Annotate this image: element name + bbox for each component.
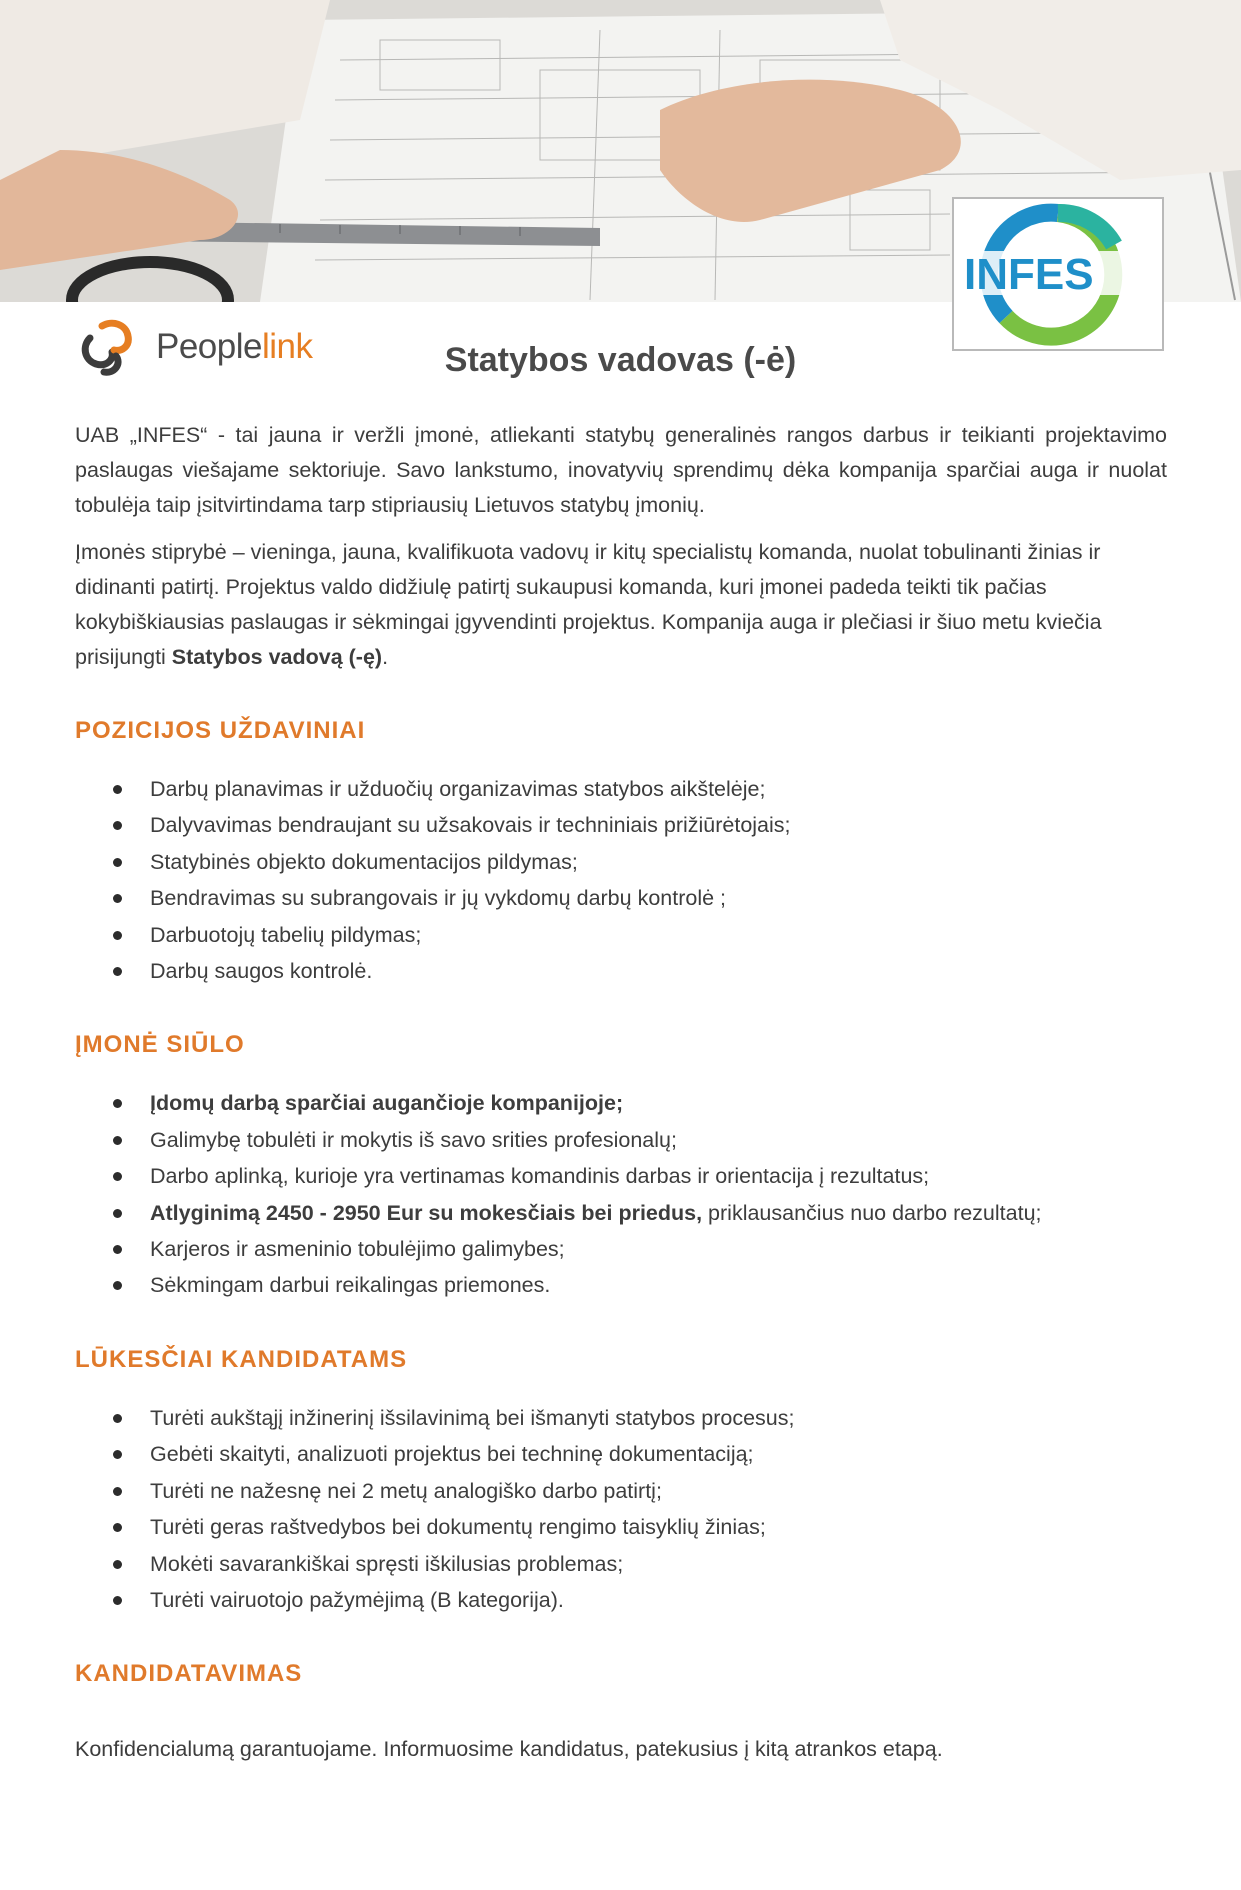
list-item — [75, 807, 1167, 843]
list-item — [75, 771, 1167, 807]
list-item-text: Sėkmingam darbui reikalingas priemones. — [150, 1273, 551, 1298]
list-item-text: Galimybę tobulėti ir mokytis iš savo srities profesionalų; — [150, 1127, 677, 1152]
list-item — [75, 1436, 1167, 1472]
bullet-icon — [113, 1596, 122, 1605]
bullet-icon — [113, 1281, 122, 1290]
intro-paragraph-2 — [75, 535, 1167, 675]
list-item-text: Turėti vairuotojo pažymėjimą (B kategorija). — [150, 1587, 564, 1612]
list-item — [75, 1509, 1167, 1545]
bullet-icon — [113, 1450, 122, 1459]
page-title: Statybos vadovas (-ė) — [444, 341, 797, 379]
list-item — [75, 880, 1167, 916]
expectations-list — [75, 1400, 1167, 1618]
bullet-icon — [113, 858, 122, 867]
list-item — [75, 1231, 1167, 1267]
list-item — [75, 844, 1167, 880]
list-item — [75, 1122, 1167, 1158]
infes-logo-text: INFES — [964, 250, 1094, 299]
list-item — [75, 953, 1167, 989]
bullet-icon — [113, 821, 122, 830]
bullet-icon — [113, 1136, 122, 1145]
list-item-text: Dalyvavimas bendraujant su užsakovais ir techniniais prižiūrėtojais; — [150, 813, 791, 838]
section-heading-expectations: LŪKESČIAI KANDIDATAMS — [75, 1345, 408, 1373]
list-item — [75, 1085, 1167, 1121]
list-item-text: Turėti aukštąjį inžinerinį išsilavinimą bei išmanyti statybos procesus; — [150, 1405, 795, 1430]
intro-paragraph-1: UAB „INFES“ - tai jauna ir veržli įmonė, atliekanti statybų generalinės rangos darbus ir teikianti projektavimo paslaugas viešajame sektoriuje. Savo lankstumo, inovatyvių sprendimų dėka kompanija sparčiai auga ir nuolat tobulėja taip įsitvirtindama tarp stipriausių Lietuvos statybų įmonių. — [75, 423, 1167, 517]
intro-paragraph-2-bold: Statybos vadovą (-ę) — [171, 645, 383, 669]
bullet-icon — [113, 931, 122, 940]
infes-logo — [952, 197, 1164, 351]
list-item — [75, 1158, 1167, 1194]
list-item-text: Įdomų darbą sparčiai augančioje kompanijoje; — [150, 1091, 624, 1116]
list-item — [75, 1267, 1167, 1303]
bullet-icon — [113, 967, 122, 976]
document-body — [75, 418, 1167, 1767]
intro-paragraph-2-text: Įmonės stiprybė – vieninga, jauna, kvalifikuota vadovų ir kitų specialistų komanda, nuolat tobulinanti žinias ir didinanti patirtį. Projektus valdo didžiulę patirtį sukaupusi komanda, kuri įmonei padeda teikti tik pačias kokybiškiausias paslaugas ir sėkmingai įgyvendinti projektus. Kompanija auga ir plečiasi ir šiuo metu kviečia prisijungti — [75, 540, 1102, 669]
bullet-icon — [113, 1414, 122, 1423]
section-heading-offer: ĮMONĖ SIŪLO — [75, 1031, 245, 1059]
list-item-text: Statybinės objekto dokumentacijos pildymas; — [150, 849, 578, 874]
bullet-icon — [113, 1487, 122, 1496]
list-item-text: Darbų planavimas ir užduočių organizavimas statybos aikštelėje; — [150, 777, 766, 801]
list-item — [75, 1473, 1167, 1509]
brand-name-accent: link — [261, 327, 313, 366]
bullet-icon — [113, 1560, 122, 1569]
list-item-text: Gebėti skaityti, analizuoti projektus bei techninę dokumentaciją; — [150, 1442, 754, 1467]
list-item — [75, 917, 1167, 953]
bullet-icon — [113, 785, 122, 794]
candidacy-text: Konfidencialumą garantuojame. Informuosime kandidatus, patekusius į kitą atrankos etapą. — [75, 1737, 943, 1762]
bullet-icon — [113, 894, 122, 903]
salary-text: Atlyginimą 2450 - 2950 Eur su mokesčiais bei priedus, — [150, 1200, 703, 1225]
bullet-icon — [113, 1099, 122, 1108]
list-item — [75, 1582, 1167, 1618]
brand-name-main: People — [156, 327, 262, 366]
list-item-text: Mokėti savarankiškai spręsti iškilusias problemas; — [150, 1551, 624, 1576]
list-item-text: Darbo aplinką, kurioje yra vertinamas komandinis darbas ir orientacija į rezultatus; — [150, 1164, 930, 1189]
intro-paragraph-2-end: . — [382, 645, 389, 669]
list-item-text: Turėti ne nažesnę nei 2 metų analogiško darbo patirtį; — [150, 1478, 662, 1503]
list-item — [75, 1546, 1167, 1582]
list-item-text: Turėti geras raštvedybos bei dokumentų rengimo taisyklių žinias; — [150, 1515, 766, 1540]
bullet-icon — [113, 1245, 122, 1254]
section-heading-tasks: POZICIJOS UŽDAVINIAI — [75, 717, 366, 744]
tasks-list — [75, 771, 1167, 989]
infes-logo-mark — [954, 199, 1162, 349]
section-heading-candidacy: KANDIDATAVIMAS — [75, 1660, 303, 1688]
bullet-icon — [113, 1209, 122, 1218]
list-item — [75, 1195, 1167, 1231]
bullet-icon — [113, 1523, 122, 1532]
offer-list — [75, 1085, 1167, 1303]
list-item-text: priklausančius nuo darbo rezultatų; — [702, 1200, 1042, 1225]
list-item — [75, 1400, 1167, 1436]
list-item-text: Darbų saugos kontrolė. — [150, 959, 373, 984]
list-item-text: Karjeros ir asmeninio tobulėjimo galimybes; — [150, 1237, 565, 1262]
bullet-icon — [113, 1172, 122, 1181]
list-item-text: Darbuotojų tabelių pildymas; — [150, 922, 422, 947]
list-item-text: Bendravimas su subrangovais ir jų vykdomų darbų kontrolė ; — [150, 886, 727, 911]
